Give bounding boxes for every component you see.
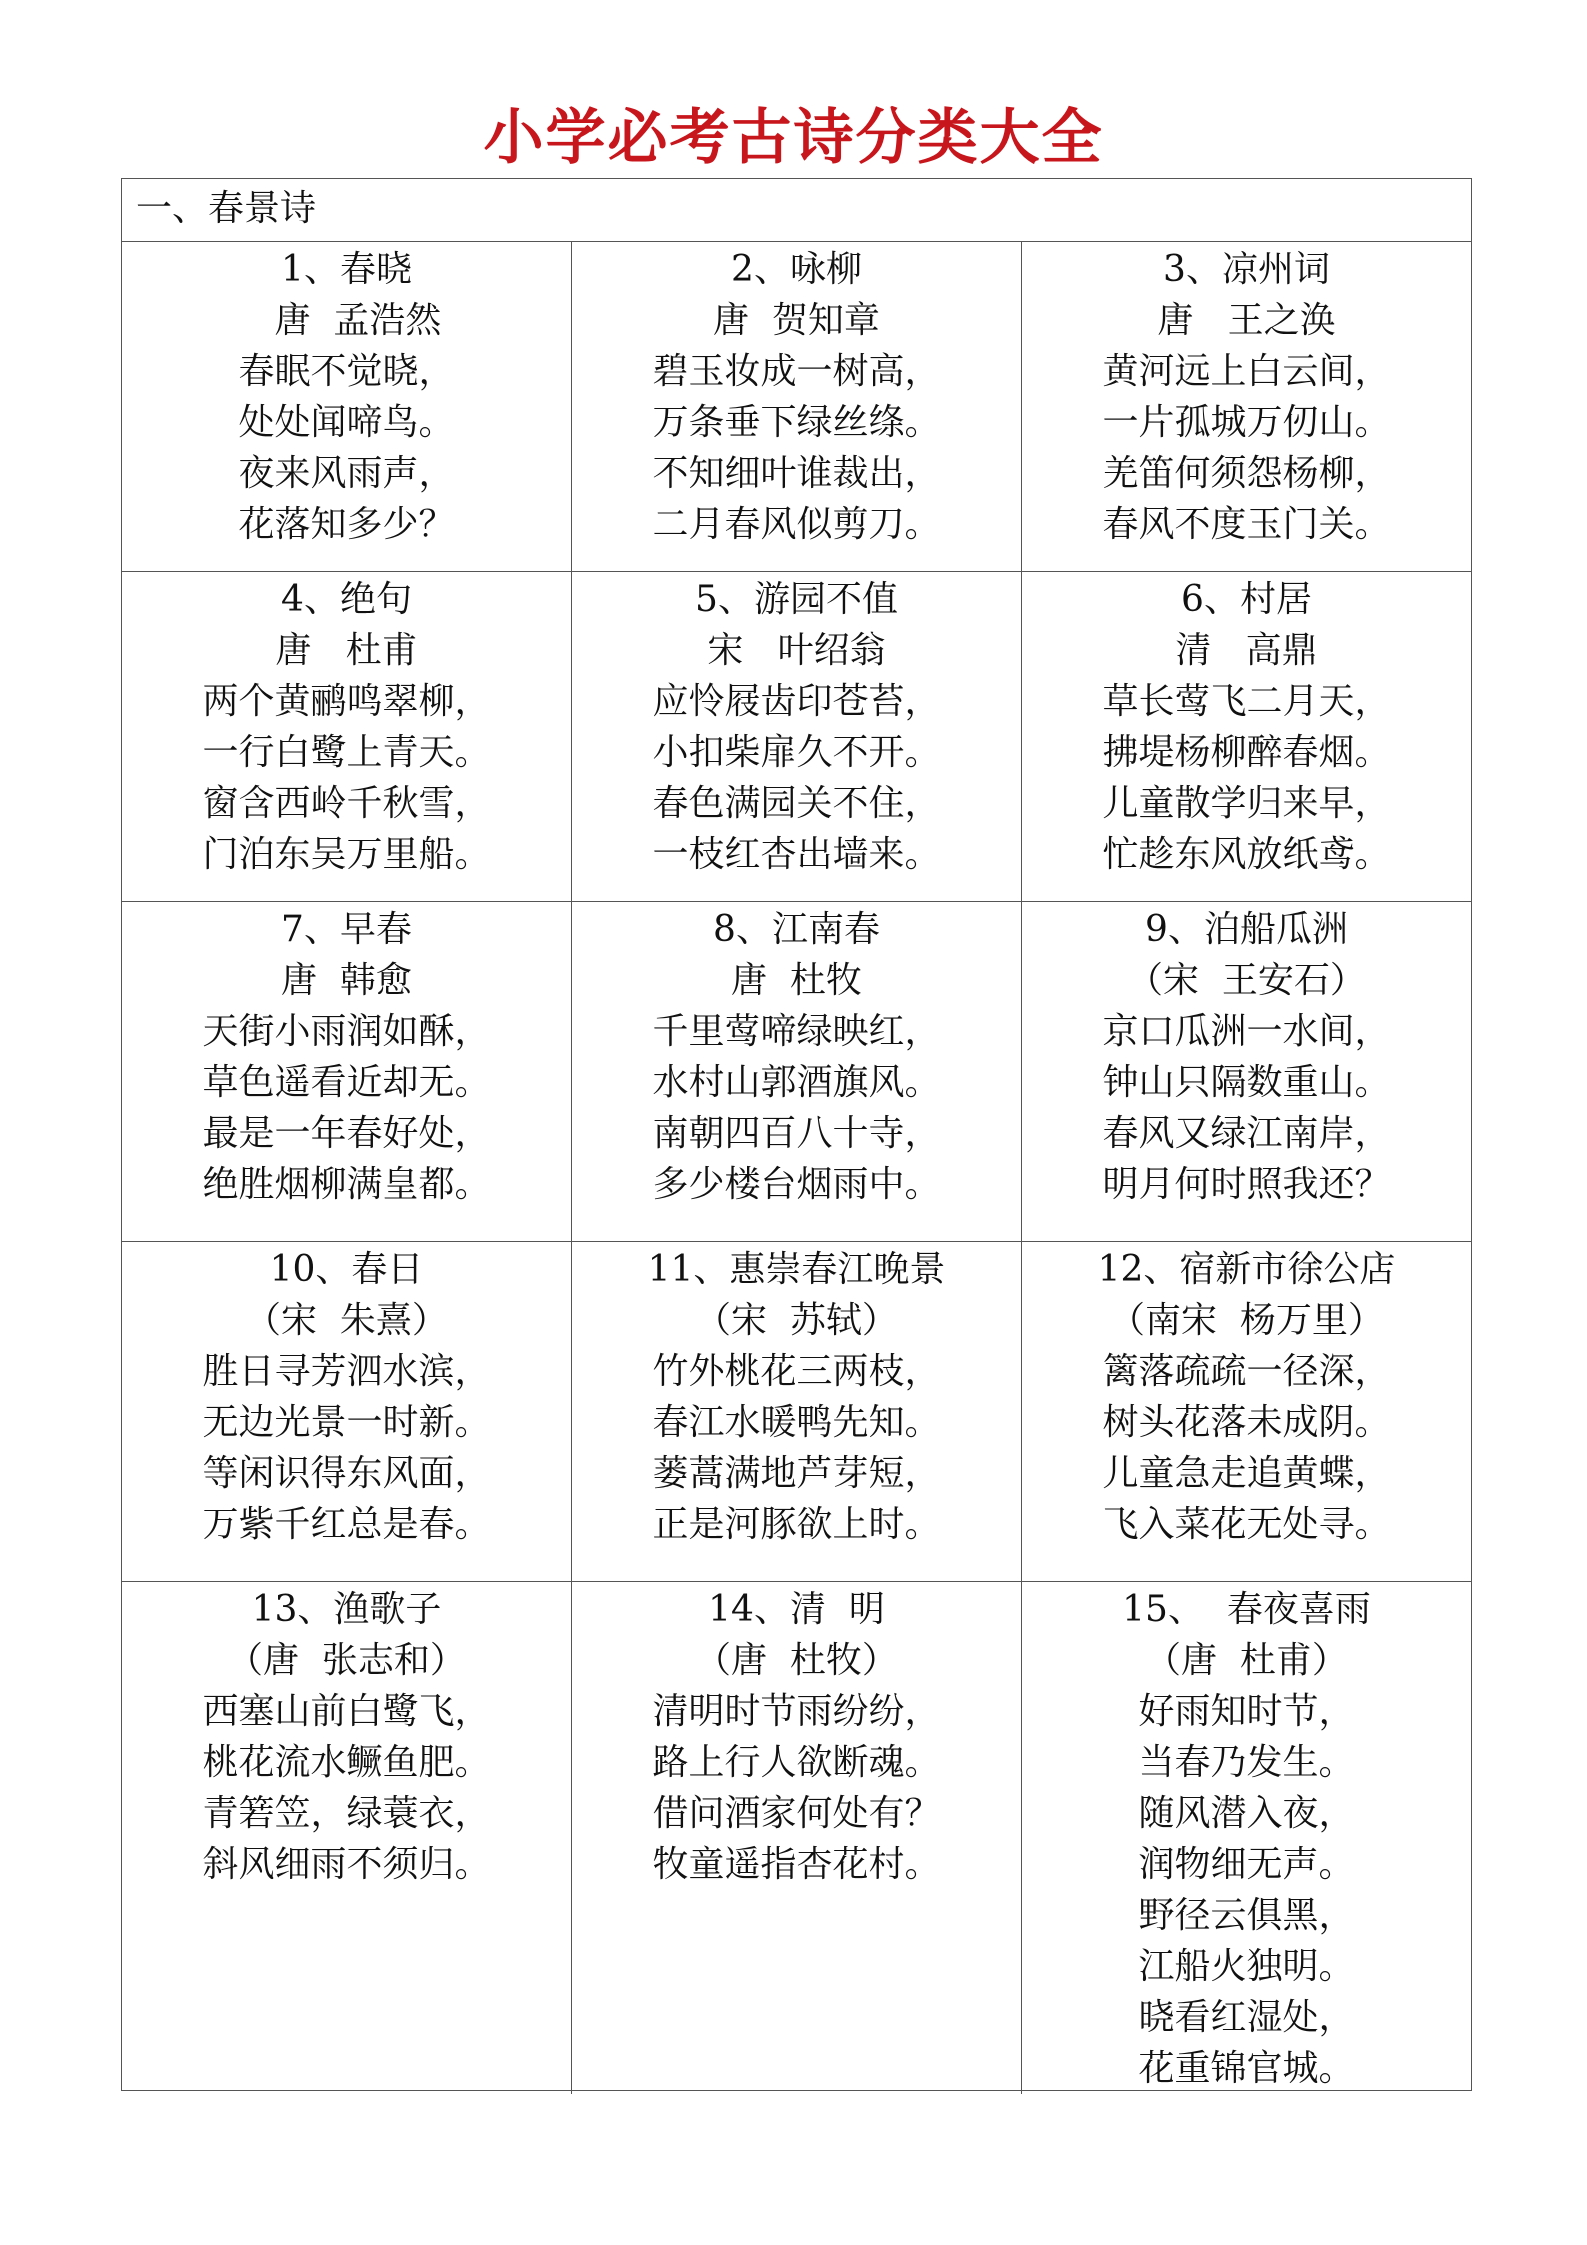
poem-cell <box>572 572 1022 902</box>
poem-title: 8、江南春 <box>713 909 880 950</box>
poem-line: 青箬笠，绿蓑衣， <box>202 1793 491 1834</box>
poem-line: 无边光景一时新。 <box>202 1402 491 1443</box>
poem-line: 两个黄鹂鸣翠柳， <box>202 681 491 722</box>
poem-author: （唐 张志和） <box>227 1640 466 1681</box>
poem-line: 花落知多少？ <box>238 504 455 545</box>
poem-cell <box>1022 572 1471 902</box>
poem-cell <box>572 902 1022 1242</box>
poem-line: 儿童散学归来早， <box>1102 783 1391 824</box>
poem-line: 草长莺飞二月天， <box>1102 681 1391 722</box>
poem-line: 野径云俱黑， <box>1138 1895 1355 1936</box>
poem-lines <box>1102 1006 1390 1210</box>
poem-line: 二月春风似剪刀。 <box>652 504 941 545</box>
poem-line: 天街小雨润如酥， <box>202 1011 491 1052</box>
poem-cell <box>1022 1242 1471 1582</box>
poem-line: 篱落疏疏一径深， <box>1102 1351 1391 1392</box>
poem-cell <box>1022 1582 1471 2094</box>
poem-line: 斜风细雨不须归。 <box>202 1844 491 1885</box>
poem-line: 多少楼台烟雨中。 <box>652 1164 941 1205</box>
poem-line: 竹外桃花三两枝， <box>652 1351 941 1392</box>
poem-title: 1、春晓 <box>281 249 412 290</box>
poem-line: 拂堤杨柳醉春烟。 <box>1102 732 1391 773</box>
poem-title: 11、惠崇春江晚景 <box>647 1249 946 1290</box>
poem-line: 儿童急走追黄蝶， <box>1102 1453 1391 1494</box>
poem-lines <box>1102 1346 1390 1550</box>
poem-line: 西塞山前白鹭飞， <box>202 1691 491 1732</box>
poem-author: 唐 孟浩然 <box>251 300 442 341</box>
poem-cell <box>1022 242 1471 572</box>
poem-lines <box>1102 676 1390 880</box>
poem-grid <box>122 242 1471 2090</box>
poem-line: 树头花落未成阴。 <box>1102 1402 1391 1443</box>
poem-lines <box>652 1006 940 1210</box>
poem-lines <box>202 1686 490 1890</box>
poem-line: 一片孤城万仞山。 <box>1102 402 1391 443</box>
poem-line: 水村山郭酒旗风。 <box>652 1062 941 1103</box>
poem-title: 6、村居 <box>1181 579 1312 620</box>
poem-author: 唐 贺知章 <box>713 300 880 341</box>
poem-line: 飞入菜花无处寻。 <box>1102 1504 1391 1545</box>
poem-lines <box>202 1346 490 1550</box>
poem-title: 2、咏柳 <box>731 249 862 290</box>
poem-line: 黄河远上白云间， <box>1102 351 1391 392</box>
poem-author: （唐 杜牧） <box>695 1640 898 1681</box>
poem-line: 等闲识得东风面， <box>202 1453 491 1494</box>
poem-line: 江船火独明。 <box>1138 1946 1355 1987</box>
poem-cell <box>572 242 1022 572</box>
poem-line: 借问酒家何处有？ <box>652 1793 941 1834</box>
poem-line: 绝胜烟柳满皇都。 <box>202 1164 491 1205</box>
poem-lines <box>652 1686 940 1890</box>
poem-lines <box>238 346 454 550</box>
poem-line: 不知细叶谁裁出， <box>652 453 941 494</box>
poem-line: 京口瓜洲一水间， <box>1102 1011 1391 1052</box>
poem-title: 9、泊船瓜洲 <box>1145 909 1348 950</box>
poem-line: 草色遥看近却无。 <box>202 1062 491 1103</box>
section-header: 一、春景诗 <box>122 179 1471 242</box>
poem-lines <box>202 676 490 880</box>
poem-line: 忙趁东风放纸鸢。 <box>1102 834 1391 875</box>
poem-line: 碧玉妆成一树高， <box>652 351 941 392</box>
poem-line: 好雨知时节， <box>1138 1691 1355 1732</box>
poem-line: 小扣柴扉久不开。 <box>652 732 941 773</box>
poem-line: 南朝四百八十寺， <box>652 1113 941 1154</box>
poem-line: 蒌蒿满地芦芽短， <box>652 1453 941 1494</box>
poem-title: 4、绝句 <box>281 579 412 620</box>
poem-line: 万紫千红总是春。 <box>202 1504 491 1545</box>
poem-cell <box>122 572 572 902</box>
poem-line: 夜来风雨声， <box>238 453 455 494</box>
poem-line: 春色满园关不住， <box>652 783 941 824</box>
poem-cell <box>122 902 572 1242</box>
poem-cell <box>572 1582 1022 2094</box>
poem-line: 春风又绿江南岸， <box>1102 1113 1391 1154</box>
poem-line: 正是河豚欲上时。 <box>652 1504 941 1545</box>
poem-line: 窗含西岭千秋雪， <box>202 783 491 824</box>
poem-cell <box>122 242 572 572</box>
poem-line: 羌笛何须怨杨柳， <box>1102 453 1391 494</box>
poem-line: 花重锦官城。 <box>1138 2048 1355 2089</box>
poem-cell <box>122 1242 572 1582</box>
poem-lines <box>1138 1686 1354 2094</box>
poem-line: 牧童遥指杏花村。 <box>652 1844 941 1885</box>
poem-title: 5、游园不值 <box>695 579 898 620</box>
poem-title: 15、 春夜喜雨 <box>1122 1589 1371 1630</box>
poem-title: 10、春日 <box>269 1249 424 1290</box>
poem-line: 最是一年春好处， <box>202 1113 491 1154</box>
poem-cell <box>572 1242 1022 1582</box>
poem-line: 随风潜入夜， <box>1138 1793 1355 1834</box>
poem-line: 万条垂下绿丝绦。 <box>652 402 941 443</box>
poem-line: 路上行人欲断魂。 <box>652 1742 941 1783</box>
poem-line: 一枝红杏出墙来。 <box>652 834 941 875</box>
poem-line: 一行白鹭上青天。 <box>202 732 491 773</box>
poem-title: 13、渔歌子 <box>251 1589 442 1630</box>
poem-title: 7、早春 <box>281 909 412 950</box>
poem-line: 晓看红湿处， <box>1138 1997 1355 2038</box>
poem-line: 胜日寻芳泗水滨， <box>202 1351 491 1392</box>
page-title: 小学必考古诗分类大全 <box>483 103 1104 173</box>
poem-author: （宋 苏轼） <box>695 1300 898 1341</box>
poem-cell <box>1022 902 1471 1242</box>
poem-author: 唐 杜甫 <box>275 630 418 671</box>
poem-line: 当春乃发生。 <box>1138 1742 1355 1783</box>
poem-author: 唐 杜牧 <box>731 960 862 1001</box>
poem-title: 14、清 明 <box>708 1589 885 1630</box>
poem-author: （南宋 杨万里） <box>1109 1300 1384 1341</box>
poem-line: 门泊东吴万里船。 <box>202 834 491 875</box>
poem-lines <box>1102 346 1390 550</box>
poem-line: 千里莺啼绿映红， <box>652 1011 941 1052</box>
poem-lines <box>652 346 940 550</box>
poem-line: 润物细无声。 <box>1138 1844 1355 1885</box>
poem-line: 春江水暖鸭先知。 <box>652 1402 941 1443</box>
poem-cell <box>122 1582 572 2094</box>
poem-author: （宋 朱熹） <box>245 1300 448 1341</box>
poem-line: 春风不度玉门关。 <box>1102 504 1391 545</box>
poem-line: 春眠不觉晓， <box>238 351 455 392</box>
poem-author: 清 高鼎 <box>1175 630 1318 671</box>
poem-line: 处处闻啼鸟。 <box>238 402 455 443</box>
poem-author: （宋 王安石） <box>1127 960 1366 1001</box>
poem-line: 钟山只隔数重山。 <box>1102 1062 1391 1103</box>
poem-title: 12、宿新市徐公店 <box>1097 1249 1396 1290</box>
poem-author: 唐 韩愈 <box>281 960 412 1001</box>
poem-title: 3、凉州词 <box>1163 249 1330 290</box>
poem-line: 应怜屐齿印苍苔， <box>652 681 941 722</box>
poem-line: 桃花流水鳜鱼肥。 <box>202 1742 491 1783</box>
poem-author: 唐 王之涣 <box>1157 300 1336 341</box>
poem-lines <box>202 1006 490 1210</box>
poem-lines <box>652 676 940 880</box>
poem-author: （唐 杜甫） <box>1145 1640 1348 1681</box>
poem-author: 宋 叶绍翁 <box>707 630 886 671</box>
poem-line: 清明时节雨纷纷， <box>652 1691 941 1732</box>
poem-lines <box>652 1346 940 1550</box>
poem-table <box>121 178 1472 2091</box>
poem-line: 明月何时照我还？ <box>1102 1164 1391 1205</box>
